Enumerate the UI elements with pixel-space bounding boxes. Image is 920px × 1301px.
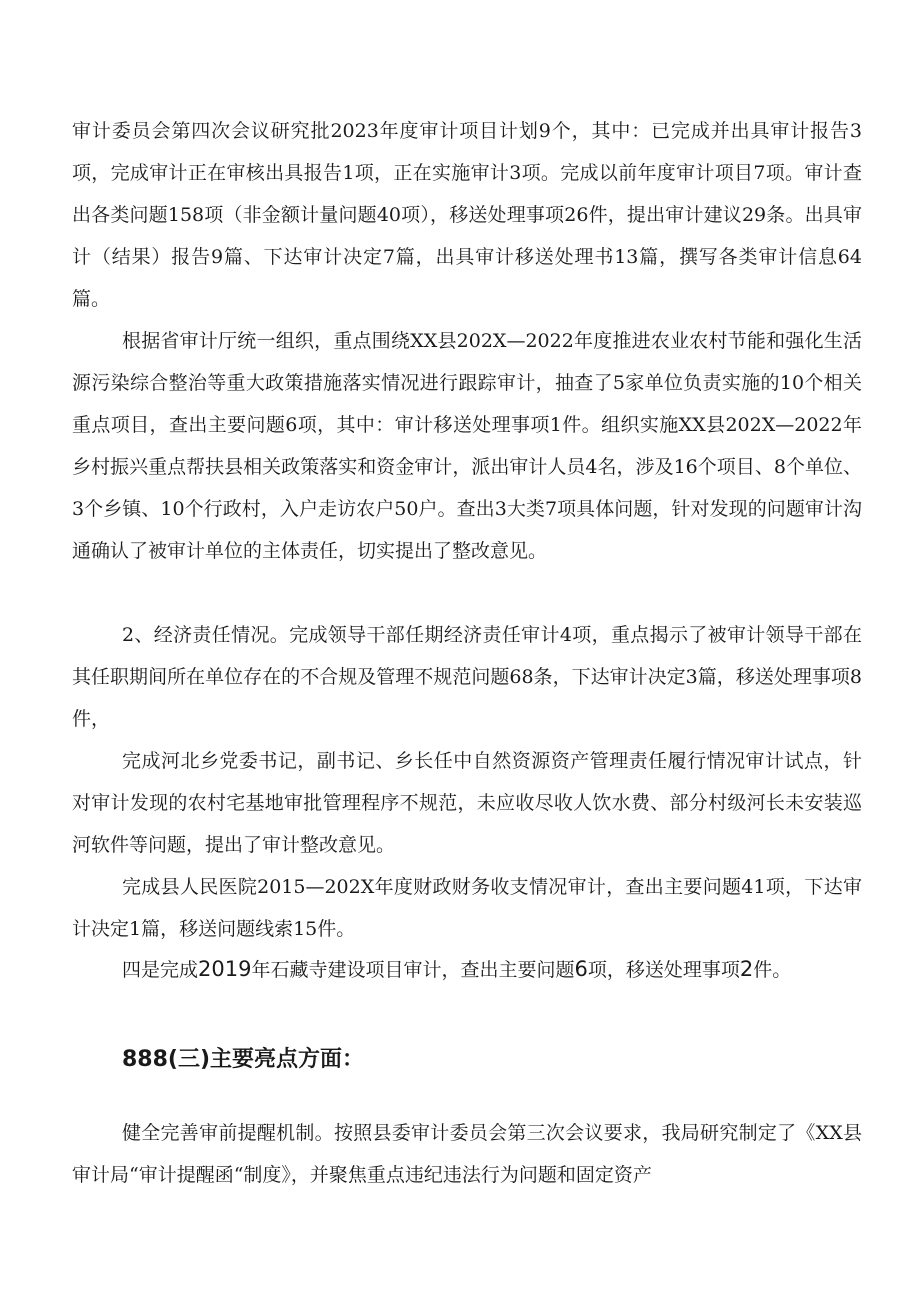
para6-number-items: 2 xyxy=(739,957,754,981)
para6-number-problems: 6 xyxy=(574,957,588,981)
paragraph-audit-plan-summary: 审计委员会第四次会议研究批2023年度审计项目计划9个，其中：已完成并出具审计报告3项，完成审计正在审核出具报告1项，正在实施审计3项。完成以前年度审计项目7项。审计查出各类问题158项（非金额计量问题40项），移送处理事项26件，提出审计建议29条。出具审计（结果）报告9篇、下达审计决定7篇，出具审计移送处理书13篇，撰写各类审计信息64篇。 xyxy=(72,120,862,310)
para6-text-1: 四是完成 xyxy=(122,959,199,981)
paragraph-temple-construction-audit xyxy=(72,948,862,991)
para6-text-4: 件。 xyxy=(753,959,792,981)
paragraph-economic-responsibility: 2、经济责任情况。完成领导干部任期经济责任审计4项，重点揭示了被审计领导干部在其任职期间所在单位存在的不合规及管理不规范问题68条，下达审计决定3篇，移送处理事项8件， xyxy=(72,624,862,730)
section-heading-highlights: 888(三)主要亮点方面： xyxy=(122,1047,365,1072)
para6-number-year: 2019 xyxy=(198,957,252,981)
paragraph-hospital-audit: 完成县人民医院2015—202X年度财政财务收支情况审计，查出主要问题41项，下达审计决定1篇，移送问题线索15件。 xyxy=(72,876,862,940)
paragraph-policy-tracking-audit: 根据省审计厅统一组织，重点围绕XX县202X—2022年度推进农业农村节能和强化生活源污染综合整治等重大政策措施落实情况进行跟踪审计，抽查了5家单位负责实施的10个相关重点项目，查出主要问题6项，其中：审计移送处理事项1件。组织实施XX县202X—2022年乡村振兴重点帮扶县相关政策落实和资金审计，派出审计人员4名，涉及16个项目、8个单位、3个乡镇、10个行政村，入户走访农户50户。查出3大类7项具体问题，针对发现的问题审计沟通确认了被审计单位的主体责任，切实提出了整改意见。 xyxy=(72,330,862,562)
para6-text-3: 项，移送处理事项 xyxy=(587,959,740,981)
para6-text-2: 年石藏寺建设项目审计，查出主要问题 xyxy=(251,959,575,981)
paragraph-natural-resources-audit: 完成河北乡党委书记，副书记、乡长任中自然资源资产管理责任履行情况审计试点，针对审计发现的农村宅基地审批管理程序不规范，未应收尽收人饮水费、部分村级河长未安装巡河软件等问题，提出了审计整改意见。 xyxy=(72,750,862,856)
paragraph-pre-audit-reminder: 健全完善审前提醒机制。按照县委审计委员会第三次会议要求，我局研究制定了《XX县审计局“审计提醒函“制度》，并聚焦重点违纪违法行为问题和固定资产 xyxy=(72,1122,862,1186)
